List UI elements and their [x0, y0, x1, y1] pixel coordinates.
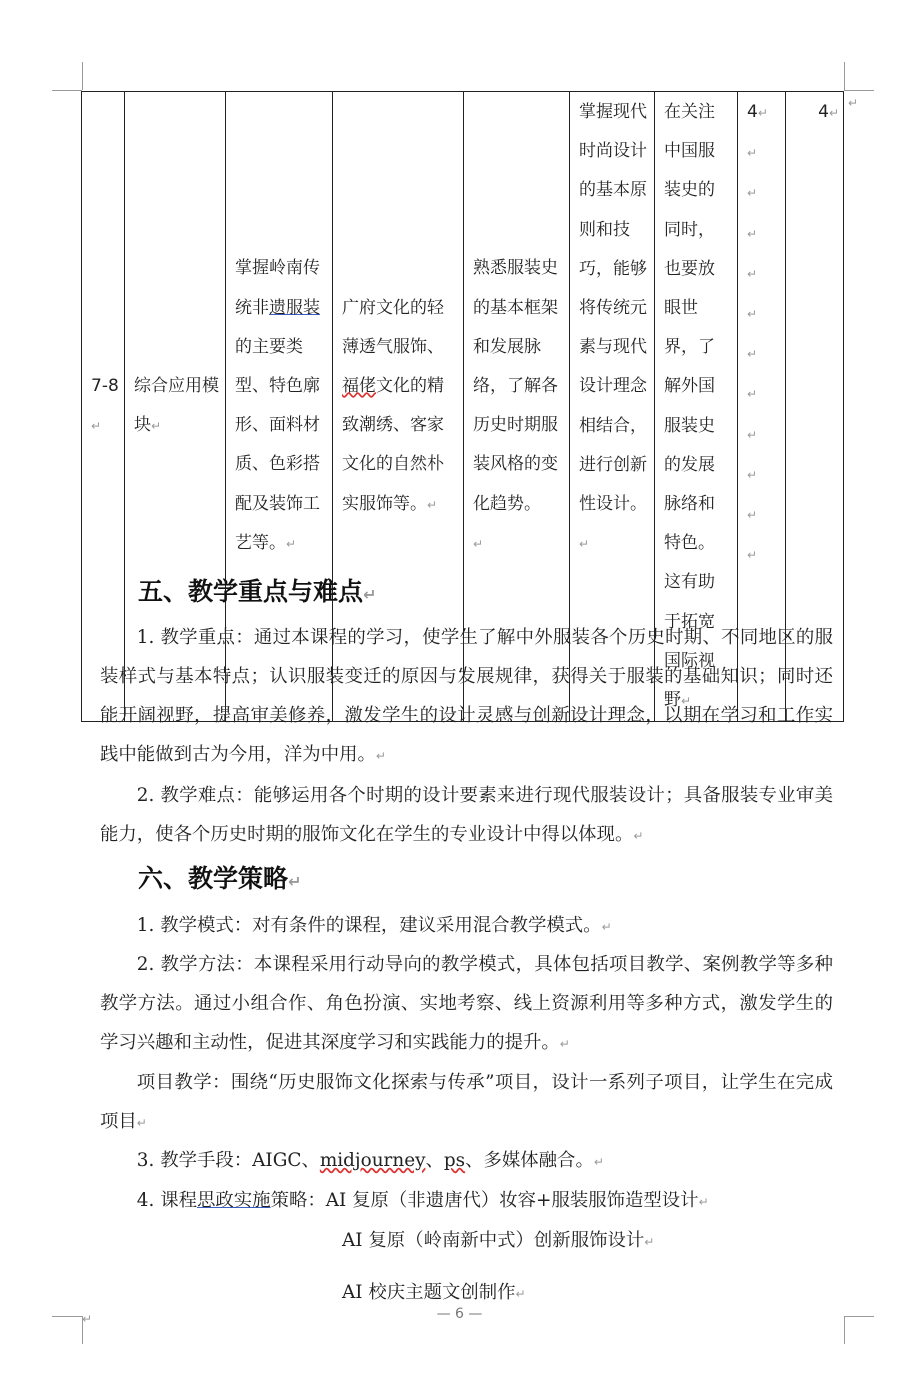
strategy-item: AI 复原（岭南新中式）创新服饰设计↵	[342, 1230, 655, 1251]
cell-global-view: 在关注中国服装史的同时，也要放眼世界，了解外国服装史的发展脉络和特色。这有助于拓宽国际视野↵	[655, 92, 738, 722]
paragraph-difficulties: 2. 教学难点：能够运用各个时期的设计要素来进行现代服装设计；具备服装专业审美能力，使各个历史时期的服饰文化在学生的专业设计中得以体现。↵	[100, 785, 833, 845]
paragraph-ideology-strategy: 4. 课程思政实施策略：AI 复原（非遗唐代）妆容+服装服饰造型设计↵	[136, 1190, 709, 1211]
paragraph-teaching-method: 2. 教学方法：本课程采用行动导向的教学模式，具体包括项目教学、案例教学等多种教学方法。通过小组合作、角色扮演、实地考察、线上资源利用等多种方式，激发学生的学习兴趣和主动性，促进其深度学习和实践能力的提升。↵	[100, 954, 833, 1053]
cell-week: 7-8↵	[82, 92, 125, 722]
paragraph-teaching-mode: 1. 教学模式：对有条件的课程，建议采用混合教学模式。↵	[136, 915, 612, 936]
paragraph-mark: ↵	[82, 1312, 93, 1326]
crop-mark	[844, 90, 874, 91]
paragraph-teaching-tools: 3. 教学手段：AIGC、midjourney、ps、多媒体融合。↵	[136, 1150, 604, 1171]
cell-culture: 广府文化的轻薄透气服饰、福佬文化的精致潮绣、客家文化的自然朴实服饰等。↵	[333, 92, 464, 722]
cell-history-framework: 熟悉服装史的基本框架和发展脉络，了解各历史时期服装风格的变化趋势。 ↵	[464, 92, 570, 722]
paragraph-key-points: 1. 教学重点：通过本课程的学习，使学生了解中外服装各个历史时期、不同地区的服装样式与基本特点；认识服装变迁的原因与发展规律，获得关于服装的基础知识；同时还能开阔视野，提高审美修养，激发学生的设计灵感与创新设计理念，以期在学习和工作实践中能做到古为今用，洋为中用。↵	[100, 627, 833, 765]
strategy-item: AI 校庆主题文创制作↵	[342, 1282, 526, 1303]
page-number: — 6 —	[436, 1306, 483, 1322]
cell-hours-b: 4↵	[786, 92, 844, 722]
section-title: 六、教学策略↵	[138, 864, 302, 893]
cell-hours-a: 4↵ ↵ ↵ ↵ ↵ ↵ ↵ ↵ ↵ ↵ ↵ ↵	[738, 92, 786, 722]
paragraph-project-teaching: 项目教学：围绕“历史服饰文化探索与传承”项目，设计一系列子项目，让学生在完成项目↵	[100, 1072, 833, 1132]
cell-module: 综合应用模块↵	[125, 92, 226, 722]
crop-mark	[844, 62, 845, 90]
crop-mark	[52, 90, 82, 91]
crop-mark	[82, 62, 83, 90]
row-end-mark: ↵	[848, 96, 859, 110]
cell-knowledge: 掌握岭南传统非遗服装的主要类型、特色廓形、面料材质、色彩搭配及装饰工艺等。↵	[226, 92, 333, 722]
cell-design-skills: 掌握现代时尚设计的基本原则和技巧，能够将传统元素与现代设计理念相结合，进行创新性设计。 ↵	[570, 92, 655, 722]
section-title: 五、教学重点与难点↵	[138, 577, 377, 606]
